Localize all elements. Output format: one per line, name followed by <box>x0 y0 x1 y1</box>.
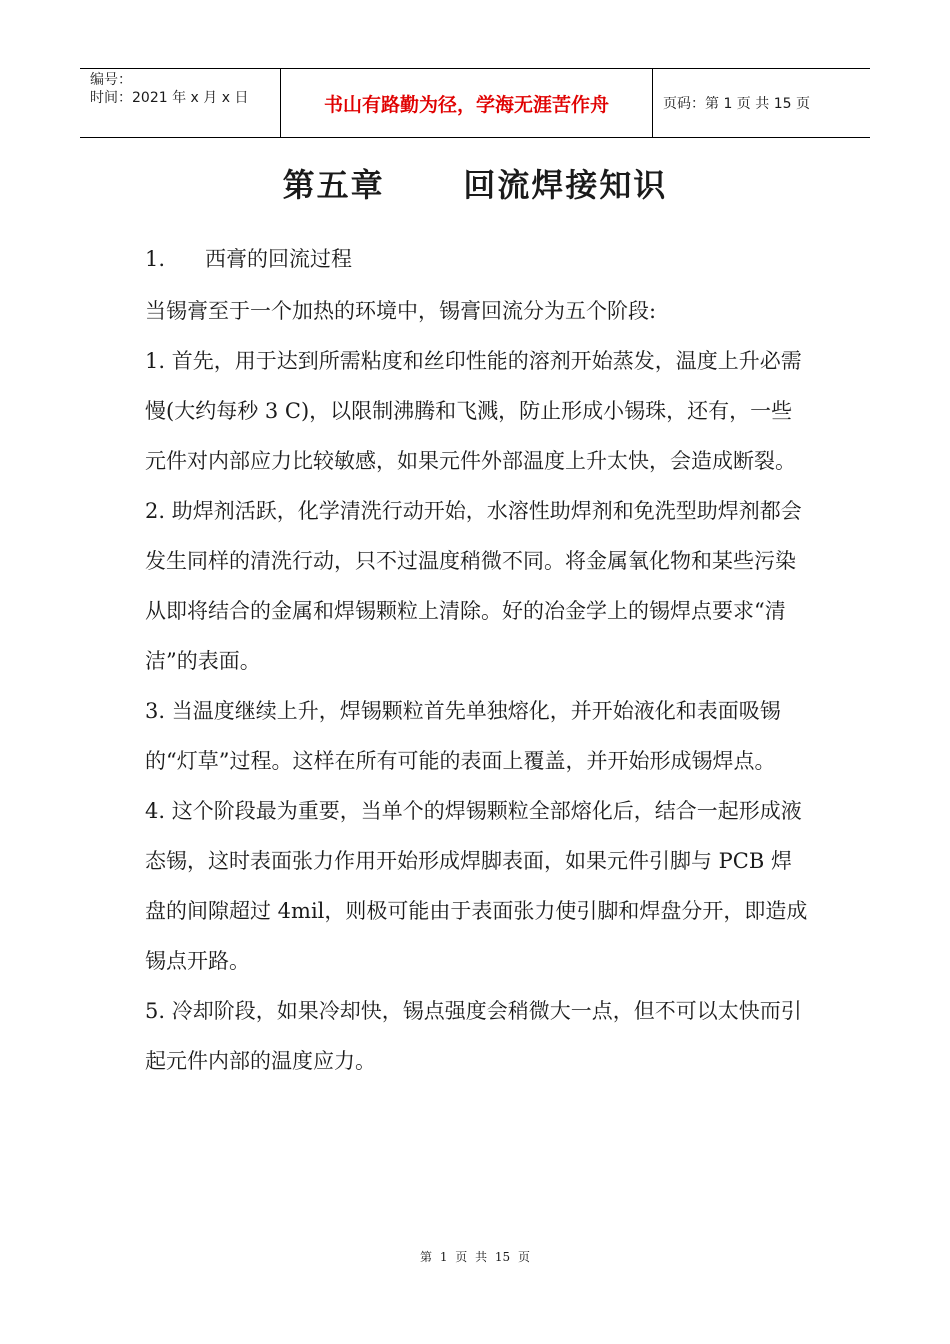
motto: 书山有路勤为径，学海无涯苦作舟 <box>323 93 609 116</box>
section-title: 西膏的回流过程 <box>205 247 352 271</box>
chapter-title: 第五章 回流焊接知识 <box>282 166 668 204</box>
paragraph-stage-5: 5. 冷却阶段，如果冷却快，锡点强度会稍微大一点，但不可以太快而引起元件内部的温度应力。 <box>145 999 802 1073</box>
paragraph-stage-3: 3. 当温度继续上升，焊锡颗粒首先单独熔化，并开始液化和表面吸锡的“灯草”过程。这样在所有可能的表面上覆盖，并开始形成锡焊点。 <box>145 699 781 773</box>
section-number: 1. <box>145 247 166 271</box>
paragraph-stage-4: 4. 这个阶段最为重要，当单个的焊锡颗粒全部熔化后，结合一起形成液态锡，这时表面张力作用开始形成焊脚表面，如果元件引脚与 PCB 焊盘的间隙超过 4mil，则极可能由于表面张力使引脚和焊盘分开，即造成锡点开路。 <box>145 799 808 973</box>
paragraph-stage-1: 1. 首先，用于达到所需粘度和丝印性能的溶剂开始蒸发，温度上升必需慢(大约每秒 3 C)，以限制沸腾和飞溅，防止形成小锡珠，还有，一些元件对内部应力比较敏感，如果元件外部温度上升太快，会造成断裂。 <box>145 349 802 473</box>
time-label: 时间：2021 年 x 月 x 日 <box>90 90 249 106</box>
paragraph-stage-2: 2. 助焊剂活跃，化学清洗行动开始，水溶性助焊剂和免洗型助焊剂都会发生同样的清洗行动，只不过温度稍微不同。将金属氧化物和某些污染从即将结合的金属和焊锡颗粒上清除。好的冶金学上的锡焊点要求“清洁”的表面。 <box>145 499 802 673</box>
header-table <box>80 68 870 138</box>
page-footer: 第 1 页 共 15 页 <box>420 1250 530 1264</box>
header-motto-cell <box>281 69 653 137</box>
header-page-cell <box>653 69 870 137</box>
section-heading <box>145 243 352 273</box>
body-text <box>145 286 810 1086</box>
number-label: 编号： <box>90 72 132 88</box>
page-info: 页码：第 1 页 共 15 页 <box>663 96 810 112</box>
paragraph-intro: 当锡膏至于一个加热的环境中，锡膏回流分为五个阶段: <box>145 299 657 323</box>
header-left-cell <box>80 69 281 137</box>
